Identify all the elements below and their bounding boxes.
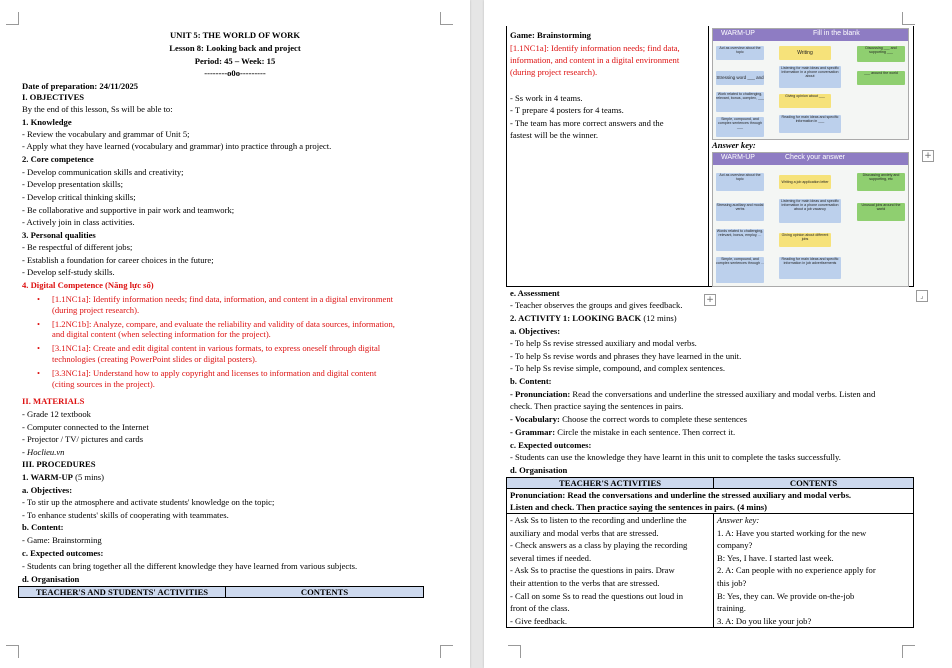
add-table-column-button[interactable]: + [704, 294, 716, 306]
core-item: - Actively join in class activities. [22, 217, 135, 227]
outcomes-item: - Students can bring together all the different knowledge they have learned from various subjects. [22, 561, 358, 571]
looking-back-table [506, 477, 914, 628]
content-item: - Game: Brainstorming [22, 535, 102, 545]
personal-heading: 3. Personal qualities [22, 230, 96, 240]
objectives-subheading: a. Objectives: [510, 326, 561, 336]
objective-item: - To help Ss revise words and phrases they have learned in the unit. [510, 351, 742, 361]
assessment-heading: e. Assessment [510, 288, 560, 298]
warmup-objective: - To enhance students' skills of cooperating with teammates. [22, 510, 229, 520]
separator: --------o0o--------- [204, 68, 266, 78]
crop-mark [902, 645, 915, 658]
teacher-activities-cell: - Ask Ss to listen to the recording and underline the auxiliary and modal verbs that are stressed. - Check answers as a class by playing the recording several times if needed. - Ask Ss to practise the questions in pairs. Draw their attention to the verbs that are stressed. - Call on some Ss to read the questions out loud in front of the class. - Give feedback. [507, 514, 714, 628]
worksheet-card: Giving opinion about different jobs [779, 233, 831, 247]
game-title: Game: Brainstorming [510, 30, 591, 40]
organisation-subheading: d. Organisation [510, 465, 568, 475]
materials-item: - Projector / TV/ pictures and cards [22, 434, 144, 444]
procedures-heading: III. PROCEDURES [22, 459, 96, 469]
organisation-subheading: d. Organisation [22, 574, 80, 584]
worksheet-card: Giving opinion about ___ [779, 94, 831, 108]
grammar-line: - Grammar: Circle the mistake in each sentence. Then correct it. [510, 427, 736, 437]
worksheet-card: Listening for main ideas and specific information in a phone conversation about [779, 66, 841, 88]
game-step: - T prepare 4 posters for 4 teams. [510, 105, 624, 115]
worksheet-card: Simple, compound, and complex sentences through ... [716, 257, 764, 283]
core-item: - Develop presentation skills; [22, 179, 123, 189]
worksheet-card: Simple, compound, and complex sentences through ___ [716, 117, 764, 137]
objective-item: - To help Ss revise stressed auxiliary and modal verbs. [510, 338, 697, 348]
worksheet-header: WARM-UP Check your answer [713, 153, 908, 165]
worksheet-card: ___ around the world [857, 71, 905, 85]
digital-competence-heading: 4. Digital Competence (Năng lực số) [22, 280, 154, 290]
worksheet-card: Writing a job application letter [779, 175, 831, 189]
dc-code-line: information, and content in a digital environment [510, 55, 680, 65]
core-item: - Develop critical thinking skills; [22, 192, 136, 202]
pronunciation-line: check. Then practice saying the sentences in pairs. [510, 401, 684, 411]
contents-cell: Answer key: 1. A: Have you started working for the new company? B: Yes, I have. I started last week. 2. A: Can people with no experience apply for this job? B: Yes, they can. We provide on-the-job training. 3. A: Do you like your job? [714, 514, 914, 628]
crop-mark [508, 645, 521, 658]
outcomes-item: - Students can use the knowledge they have learnt in this unit to complete the tasks successfully. [510, 452, 841, 462]
answer-worksheet-image [712, 152, 909, 287]
personal-item: - Establish a foundation for career choices in the future; [22, 255, 214, 265]
table-header: TEACHER'S ACTIVITIES [507, 478, 714, 489]
worksheet-card: Act as overview about the topic [716, 46, 764, 60]
add-table-row-button[interactable]: + [922, 150, 934, 162]
worksheet-card: Listening for main ideas and specific information in a phone conversation about a job vacancy [779, 199, 841, 223]
worksheet-card: Writing [779, 46, 831, 60]
materials-item: - Hoclieu.vn [22, 447, 65, 457]
objectives-intro: By the end of this lesson, Ss will be able to: [22, 104, 173, 114]
list-item: • [1.1NC1a]: Identify information needs; find data, information, and content in a digital environment (during project research). [37, 294, 394, 315]
crop-mark [6, 645, 19, 658]
knowledge-item: - Review the vocabulary and grammar of Unit 5; [22, 129, 190, 139]
table-header: TEACHER'S AND STUDENTS' ACTIVITIES [19, 587, 226, 598]
core-heading: 2. Core competence [22, 154, 94, 164]
personal-item: - Develop self-study skills. [22, 267, 115, 277]
game-step: - Ss work in 4 teams. [510, 93, 583, 103]
crop-mark [6, 12, 19, 25]
assessment-item: - Teacher observes the groups and gives feedback. [510, 300, 683, 310]
warmup-worksheet-image [712, 28, 909, 140]
worksheet-card: Work related to challenging, relevant, bonus, complex, ___ [716, 92, 764, 112]
core-item: - Be collaborative and supportive in pair work and teamwork; [22, 205, 235, 215]
worksheet-card: Unusual jobs around the world [857, 203, 905, 221]
game-step: - The team has more correct answers and the [510, 118, 664, 128]
knowledge-item: - Apply what they have learned (vocabulary and grammar) into practice through a project. [22, 141, 332, 151]
worksheet-card: Words related to challenging, relevant, bonus, employ, ... [716, 229, 764, 251]
objectives-subheading: a. Objectives: [22, 485, 73, 495]
outcomes-subheading: c. Expected outcomes: [22, 548, 104, 558]
game-step: fastest will be the winner. [510, 130, 599, 140]
vocabulary-line: - Vocabulary: Choose the correct words to complete these sentences [510, 414, 748, 424]
dc-code-line: [1.1NC1a]: Identify information needs; find data, [510, 43, 680, 53]
objective-item: - To help Ss revise simple, compound, and complex sentences. [510, 363, 725, 373]
period-line: Period: 45 – Week: 15 [194, 56, 276, 66]
worksheet-card: Reading for main ideas and specific information in job advertisements [779, 257, 841, 279]
list-item: • [3.3NC1a]: Understand how to apply copyright and licenses to information and digital content (citing sources in the project). [37, 367, 377, 389]
core-item: - Develop communication skills and creativity; [22, 167, 184, 177]
materials-item: - Grade 12 textbook [22, 409, 91, 419]
table-row: Pronunciation: Read the conversations and underline the stressed auxiliary and modal verbs. Listen and check. Then practice saying the sentences in pairs. (4 mins) [507, 489, 914, 514]
worksheet-header: WARM-UP Fill in the blank [713, 29, 908, 41]
knowledge-heading: 1. Knowledge [22, 117, 72, 127]
worksheet-card: Stressing word ___ and [716, 71, 764, 85]
objectives-heading: I. OBJECTIVES [22, 92, 85, 102]
content-subheading: b. Content: [22, 522, 64, 532]
lesson-title: Lesson 8: Looking back and project [169, 43, 301, 53]
worksheet-card: Stressing auxiliary and modal verbs [716, 203, 764, 221]
table-divider [708, 26, 709, 286]
activity-heading: 2. ACTIVITY 1: LOOKING BACK (12 mins) [510, 313, 677, 323]
crop-mark [440, 645, 453, 658]
worksheet-card: Discussing ___ and supporting ___ [857, 46, 905, 62]
outcomes-subheading: c. Expected outcomes: [510, 440, 592, 450]
digital-competence-list [22, 294, 452, 389]
activities-table [18, 586, 424, 598]
worksheet-card: Act as overview about the topic [716, 173, 764, 191]
preparation-date: Date of preparation: 24/11/2025 [22, 81, 139, 91]
personal-item: - Be respectful of different jobs; [22, 242, 133, 252]
pronunciation-line: - Pronunciation: Read the conversations and underline the stressed auxiliary and modal verbs. Listen and [510, 389, 876, 399]
worksheet-card: Reading for main ideas and specific information in ___ [779, 115, 841, 133]
answer-key-label: Answer key: [712, 140, 756, 150]
worksheet-card: Discussing anxiety and supporting, etc [857, 173, 905, 191]
materials-heading: II. MATERIALS [22, 396, 85, 406]
table-resize-handle[interactable]: ⌟ [916, 290, 928, 302]
unit-title: UNIT 5: THE WORLD OF WORK [169, 30, 301, 40]
document-page-left [0, 0, 470, 668]
table-header: CONTENTS [226, 587, 424, 598]
warmup-heading: 1. WARM-UP (5 mins) [22, 472, 104, 482]
document-page-right [484, 0, 952, 668]
dc-code-line: (during project research). [510, 67, 598, 77]
content-subheading: b. Content: [510, 376, 552, 386]
table-header: CONTENTS [714, 478, 914, 489]
crop-mark [902, 12, 915, 25]
materials-item: - Computer connected to the Internet [22, 422, 149, 432]
warmup-objective: - To stir up the atmosphere and activate students' knowledge on the topic; [22, 497, 275, 507]
crop-mark [440, 12, 453, 25]
list-item: • [3.1NC1a]: Create and edit digital content in various formats, to express oneself through digital technologies (creating PowerPoint slides or digital posters). [37, 343, 381, 364]
list-item: • [1.2NC1b]: Analyze, compare, and evaluate the reliability and validity of data sources, information, and digital content (when selecting information for the project). [37, 318, 395, 340]
